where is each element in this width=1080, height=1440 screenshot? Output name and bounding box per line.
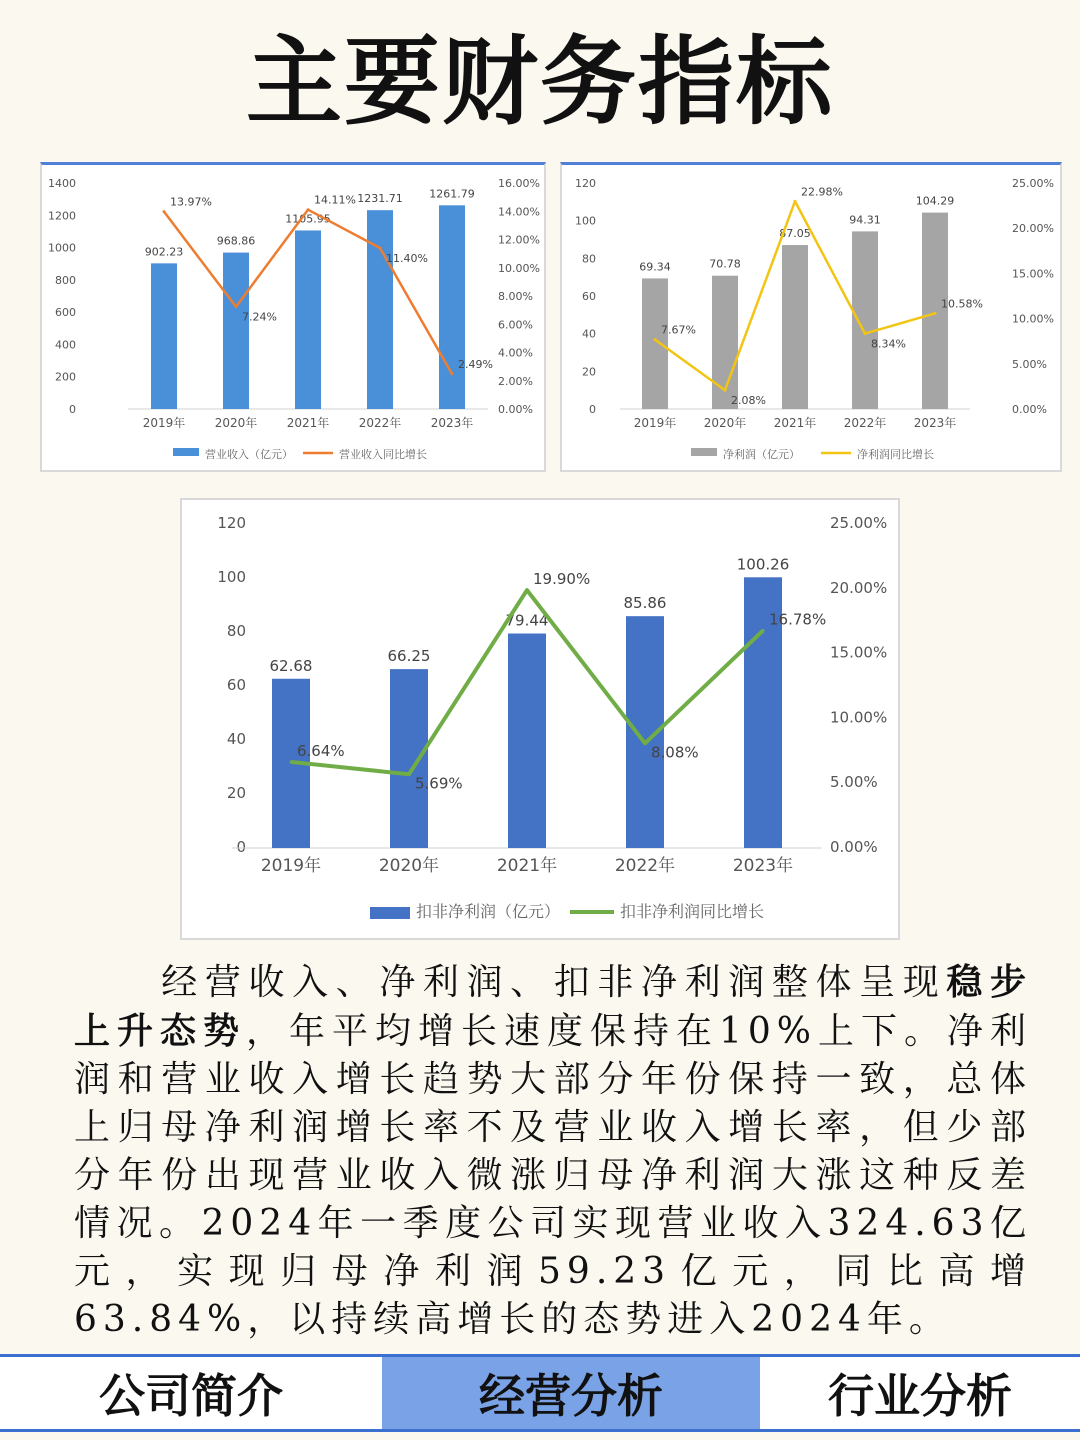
y-right-tick-label: 14.00% <box>498 205 540 219</box>
x-tick-label: 2020年 <box>703 416 747 430</box>
y-left-tick-label: 60 <box>226 676 246 694</box>
y-right-tick-label: 20.00% <box>830 578 888 597</box>
growth-value-label: 2.49% <box>458 357 493 371</box>
growth-point <box>408 773 411 776</box>
bar-value-label: 94.31 <box>849 213 881 227</box>
bar-value-label: 1231.71 <box>357 192 403 206</box>
x-tick-label: 2020年 <box>214 416 258 430</box>
bar <box>439 205 465 409</box>
revenue-chart <box>40 162 546 472</box>
x-tick-label: 2021年 <box>496 856 558 876</box>
x-tick-label: 2021年 <box>286 416 330 430</box>
legend-bar-swatch <box>173 448 199 456</box>
analysis-paragraph <box>74 958 1032 1344</box>
legend-bar-label: 扣非净利润（亿元） <box>416 902 561 921</box>
y-right-tick-label: 4.00% <box>498 346 533 360</box>
bar-value-label: 100.26 <box>736 555 790 574</box>
growth-point <box>163 210 166 213</box>
y-left-tick-label: 1200 <box>48 209 76 223</box>
growth-value-label: 16.78% <box>769 610 827 629</box>
growth-point <box>307 208 310 211</box>
legend-bar-label: 营业收入（亿元） <box>205 448 293 461</box>
y-right-tick-label: 16.00% <box>498 177 540 190</box>
growth-value-label: 10.58% <box>941 297 983 311</box>
net-profit-chart <box>560 162 1062 472</box>
x-tick-label: 2020年 <box>378 856 440 876</box>
bar-value-label: 66.25 <box>387 647 431 666</box>
bar <box>922 213 948 409</box>
y-right-tick-label: 5.00% <box>830 773 878 792</box>
growth-point <box>235 305 238 308</box>
y-right-tick-label: 8.00% <box>498 290 533 303</box>
x-tick-label: 2022年 <box>358 416 402 430</box>
x-tick-label: 2023年 <box>732 856 794 876</box>
growth-point <box>379 246 382 249</box>
bar <box>782 245 808 409</box>
y-left-tick-label: 80 <box>582 252 596 266</box>
bar-value-label: 968.86 <box>216 234 256 248</box>
y-left-tick-label: 40 <box>226 730 246 748</box>
bar <box>223 253 249 409</box>
x-tick-label: 2022年 <box>614 856 676 876</box>
growth-value-label: 13.97% <box>170 195 212 209</box>
y-left-tick-label: 120 <box>217 514 246 532</box>
legend-bar-swatch <box>691 448 717 456</box>
growth-point <box>762 629 765 632</box>
bar <box>367 210 393 409</box>
x-tick-label: 2019年 <box>260 856 322 876</box>
paragraph-emphasis: 稳步上升态势 <box>74 961 1032 1052</box>
y-right-tick-label: 25.00% <box>830 514 888 532</box>
y-left-tick-label: 120 <box>575 177 596 190</box>
growth-point <box>864 332 867 335</box>
y-right-tick-label: 20.00% <box>1012 222 1054 236</box>
growth-value-label: 7.24% <box>242 310 277 324</box>
y-left-tick-label: 400 <box>55 338 76 352</box>
y-right-tick-label: 6.00% <box>498 318 533 332</box>
growth-value-label: 19.90% <box>533 570 591 589</box>
y-left-tick-label: 1000 <box>48 241 76 255</box>
chart-svg <box>42 165 544 471</box>
bar <box>390 669 428 848</box>
page-title: 主要财务指标 <box>246 26 834 138</box>
y-right-tick-label: 12.00% <box>498 233 540 247</box>
bar <box>508 634 546 848</box>
bar-value-label: 87.05 <box>779 227 811 241</box>
growth-value-label: 8.34% <box>871 337 906 351</box>
growth-point <box>724 389 727 392</box>
growth-point <box>290 760 293 763</box>
x-tick-label: 2019年 <box>142 416 186 430</box>
growth-point <box>644 742 647 745</box>
legend-line-label: 营业收入同比增长 <box>339 448 427 461</box>
bar <box>295 230 321 409</box>
x-tick-label: 2022年 <box>843 416 887 430</box>
y-left-tick-label: 0 <box>589 403 596 416</box>
growth-value-label: 7.67% <box>661 323 696 337</box>
growth-point <box>654 338 657 341</box>
bar-value-label: 1261.79 <box>429 187 475 201</box>
y-left-tick-label: 100 <box>575 214 596 228</box>
tab-company-intro[interactable]: 公司简介 <box>99 1369 283 1423</box>
legend-line-label: 净利润同比增长 <box>857 448 934 461</box>
legend-line-label: 扣非净利润同比增长 <box>620 902 765 921</box>
growth-value-label: 5.69% <box>415 774 463 793</box>
y-left-tick-label: 800 <box>55 273 76 287</box>
x-tick-label: 2023年 <box>430 416 474 430</box>
y-left-tick-label: 100 <box>217 568 246 586</box>
legend-bar-label: 净利润（亿元） <box>723 448 800 461</box>
bar <box>642 278 668 409</box>
y-right-tick-label: 0.00% <box>498 403 533 416</box>
y-right-tick-label: 10.00% <box>1012 312 1054 326</box>
growth-value-label: 11.40% <box>386 251 428 265</box>
growth-value-label: 22.98% <box>801 185 843 199</box>
y-left-tick-label: 20 <box>226 784 246 802</box>
y-right-tick-label: 2.00% <box>498 374 533 388</box>
y-right-tick-label: 25.00% <box>1012 177 1054 190</box>
deducted-net-profit-chart <box>180 498 900 940</box>
growth-point <box>934 312 937 315</box>
y-left-tick-label: 40 <box>582 327 596 341</box>
bar-value-label: 79.44 <box>505 611 549 630</box>
bar <box>151 263 177 409</box>
chart-svg <box>182 500 898 938</box>
y-left-tick-label: 0 <box>236 838 246 856</box>
y-left-tick-label: 20 <box>582 365 596 379</box>
chart-svg <box>562 165 1060 471</box>
bar-value-label: 70.78 <box>709 257 741 271</box>
x-tick-label: 2021年 <box>773 416 817 430</box>
y-right-tick-label: 15.00% <box>830 643 888 662</box>
legend-bar-swatch <box>370 907 410 919</box>
tab-industry-analysis[interactable]: 行业分析 <box>828 1369 1012 1423</box>
bar-value-label: 62.68 <box>269 656 313 675</box>
y-right-tick-label: 0.00% <box>1012 403 1047 416</box>
y-left-tick-label: 1400 <box>48 177 76 190</box>
growth-value-label: 2.08% <box>731 394 766 408</box>
growth-point <box>794 200 797 203</box>
growth-point <box>526 589 529 592</box>
bar-value-label: 69.34 <box>639 260 671 274</box>
bar-value-label: 104.29 <box>915 194 955 208</box>
y-left-tick-label: 0 <box>69 403 76 416</box>
y-left-tick-label: 200 <box>55 370 76 384</box>
bar <box>852 231 878 409</box>
growth-value-label: 6.64% <box>297 741 345 760</box>
paragraph-indent <box>74 962 161 1003</box>
y-left-tick-label: 80 <box>226 622 246 640</box>
y-right-tick-label: 5.00% <box>1012 357 1047 371</box>
y-left-tick-label: 600 <box>55 306 76 320</box>
bar-value-label: 902.23 <box>144 245 184 259</box>
bottom-nav <box>0 1354 1080 1432</box>
y-right-tick-label: 10.00% <box>498 261 540 275</box>
growth-value-label: 14.11% <box>314 193 356 207</box>
y-right-tick-label: 0.00% <box>830 838 878 856</box>
paragraph-part-2: ，年平均增长速度保持在10%上下。净利润和营业收入增长趋势大部分年份保持一致，总体上归母净利润增长率不及营业收入增长率，但少部分年份出现营业收入微涨归母净利润大涨这种反差情况。2024年一季度公司实现营业收入324.63亿元，实现归母净利润59.23亿元，同比高增63.84%，以持续高增长的态势进入2024年。 <box>74 1011 1032 1340</box>
paragraph-part-1: 经营收入、净利润、扣非净利润整体呈现 <box>161 962 947 1003</box>
y-right-tick-label: 10.00% <box>830 708 888 727</box>
growth-value-label: 8.08% <box>651 743 699 762</box>
y-left-tick-label: 60 <box>582 290 596 303</box>
x-tick-label: 2023年 <box>913 416 957 430</box>
x-tick-label: 2019年 <box>633 416 677 430</box>
bar-value-label: 1105.95 <box>285 212 331 226</box>
bar-value-label: 85.86 <box>623 594 667 613</box>
tab-business-analysis[interactable]: 经营分析 <box>382 1357 760 1429</box>
growth-point <box>451 372 454 375</box>
y-right-tick-label: 15.00% <box>1012 267 1054 281</box>
